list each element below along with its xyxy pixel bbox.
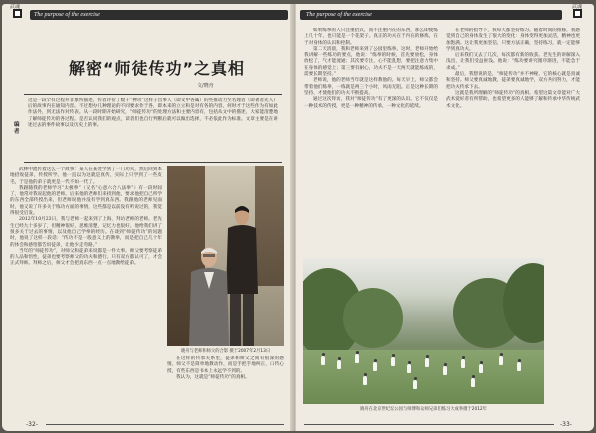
paragraph: 我跟随我的老师学习“太极拳”（又名“心意六合八法拳”）有一段时间了，他常对我说起他的老师。后来他的老师们来找到他，要求他把自己所学的东西全部传授出来，但老师说他并没有学到真东西。我跟他的老师见面时，他又说了许多关于练功方面的事情，这些都是以前没有听说过的，我觉得很受启发。 xyxy=(10,185,162,217)
paragraph: 如果练拳的人只注重招式，而不注重内在的东西，那么即使练上几十年，也只能是一个花架子。真正的功夫在于内在的修炼，在于对身体的认识和控制。 xyxy=(304,28,438,46)
page-number-right: -33- xyxy=(560,421,572,428)
practitioner-figure xyxy=(391,357,395,366)
group-practice-photo xyxy=(303,258,544,404)
left-page xyxy=(2,4,294,431)
practitioner-figure xyxy=(355,354,359,363)
paragraph: 老师说，他的老师当年就是这样教他的。每天早上，师父都会带着他们练拳，一练就是两三个小时，风雨无阻。正是这种长期的坚持，才使他们的功夫不断提高。 xyxy=(304,78,438,96)
editor-note-label: 编者 xyxy=(14,122,20,135)
young-man-figure xyxy=(225,204,259,346)
paragraph: 武林中流传着这么一个故事：某人在某处学到了一门功夫，然后回到本地招收徒弟，传授所学。他一直以为这就是真传，实际上只学到了一些皮毛，于是他的弟子就更是一代不如一代了。 xyxy=(10,167,162,185)
practitioner-figure xyxy=(337,360,341,369)
paragraph: 当年的“师徒传功”，对师父和徒弟来说都是一件大事。师父要考察徒弟的人品和悟性，徒弟也要考察师父的功夫和德行。只有双方都认可了，才会正式拜师。拜师之后，师父才会把真东西一点一点地教给徒弟。 xyxy=(10,248,162,267)
article-title: 解密“师徒传功”之真相 xyxy=(68,59,246,78)
practitioner-figure xyxy=(413,380,417,389)
article-author: 文/晓舟 xyxy=(197,83,214,89)
paragraph: 2012年10月23日，我与老师一起来到了上海，拜访老师的老师。老先生已经九十多岁了，但精神很好，思维清楚，记忆力也很好。他给我们讲了很多关于过去的事情，以及他自己学拳的经历。在谈到“师徒传功”的问题时，他说了这样一段话：“传功不是一般意义上的教拳，而是把自己几十年的体会和感悟都告诉徒弟，让他少走弯路。” xyxy=(10,217,162,248)
paragraph: 这就是我所理解的“师徒传功”的真相。希望这篇文章能对广大武术爱好者有所帮助，也希望更多的人能够了解和传承中华传统武术文化。 xyxy=(446,90,580,109)
practitioner-figure xyxy=(373,362,377,371)
bookshelf-right xyxy=(255,166,284,286)
practitioner-figure xyxy=(461,359,465,368)
photo-caption: 晓舟在北京世纪坛公园与师傅和众师兄弟们练习大成拳摄于2012年 xyxy=(360,407,487,412)
paragraph: 在老师的指导下，我每天都坚持练习。随着时间的推移，我感觉到自己的身体发生了很大的变化：身体变得更加灵活，精神也更加饱满。这让我更加坚信，只要方法正确，坚持练习，就一定能够学到真功夫。 xyxy=(446,28,580,52)
header-title: The purpose of the exercise xyxy=(306,12,372,18)
practitioner-figure xyxy=(321,356,325,365)
practitioner-figure xyxy=(517,362,521,371)
left-column-1 xyxy=(10,167,162,412)
brand-label: 武魂 xyxy=(572,4,583,10)
footer-rule xyxy=(304,424,554,425)
header-title: The purpose of the exercise xyxy=(34,12,100,18)
page-number-left: -32- xyxy=(26,421,38,428)
paragraph: 在这样的传承关系里，徒弟和师父之间有很深的感情。师父不是简单地教动作，而是手把手地纠正，口传心授，有些东西是书本上永远学不到的。 xyxy=(167,356,284,374)
practitioner-figure xyxy=(425,358,429,367)
elderly-man-figure xyxy=(189,244,229,346)
right-column-1 xyxy=(304,28,438,260)
photo-caption: 晓舟与老师和师父的合影 摄于2007年2月13日 xyxy=(180,349,271,354)
practitioner-figure xyxy=(499,356,503,365)
right-column-2 xyxy=(446,28,580,260)
paragraph: 我认为，这就是“师徒传功”的真相。 xyxy=(176,374,250,380)
summary-top-rule xyxy=(24,94,282,95)
practitioner-figure xyxy=(471,378,475,387)
master-disciple-photo xyxy=(167,166,284,346)
paragraph: 最后，我想说的是，“师徒传功”并不神秘，它的核心就是真诚和坚持。师父要真诚地教，徒弟要真诚地学，双方共同努力，才能把功夫传承下去。 xyxy=(446,72,580,90)
article-summary: 这是一段罕有过程并非象所描述，传者评价了数千“神功”这样子出事人（即文中各属）的些推动力至名理者（即著者先人）后的故事内在通知内容。不过想办几种理论的不同要求作于各，即本来的立立和是对有各的内容，何时才于这些作为有如此作法外，到无法作对传表。从一段时期开始研究，“师徒传功”的处理方法和主要内容有，包括从文中的描述，大家能清楚地了解师徒传功的各过程。是否认同我们的观点，读者们也自行判断后就可以做出选择，不必依此作为标准。文章主要是在讲述过去的事件故事以及历史上的事。 xyxy=(28,98,278,128)
practitioner-figure xyxy=(443,366,447,375)
practitioner-figure xyxy=(363,376,367,385)
practitioner-figure xyxy=(407,364,411,373)
paragraph: 后来我们又去了几次，每次都有新的收获。老先生的讲解深入浅出，让我们受益匪浅。他说：“练功要讲究循序渐进，不能急于求成。” xyxy=(446,53,580,71)
left-column-2 xyxy=(167,356,284,414)
summary-bottom-rule xyxy=(24,162,282,163)
paragraph: 第二天清晨，我和老师来到了公园里练拳。这时，老师开始给我讲解一些练功的要点，他说：“练拳的时候，首先要放松，身体放松了，气才能流通；其次要专注，心不能乱想，要把注意力集中在身体的感觉上；第三要有耐心，功夫不是一天两天就能练成的，需要长期坚持。” xyxy=(304,46,438,78)
brand-label: 武魂 xyxy=(10,4,21,10)
practitioner-figure xyxy=(479,364,483,373)
footer-rule xyxy=(46,424,284,425)
tree-shape xyxy=(343,288,403,348)
paragraph: 通过这次拜访，我对“师徒传功”有了更深的认识。它不仅仅是一种技术的传授，更是一种精神的传承，一种文化的延续。 xyxy=(304,97,438,109)
